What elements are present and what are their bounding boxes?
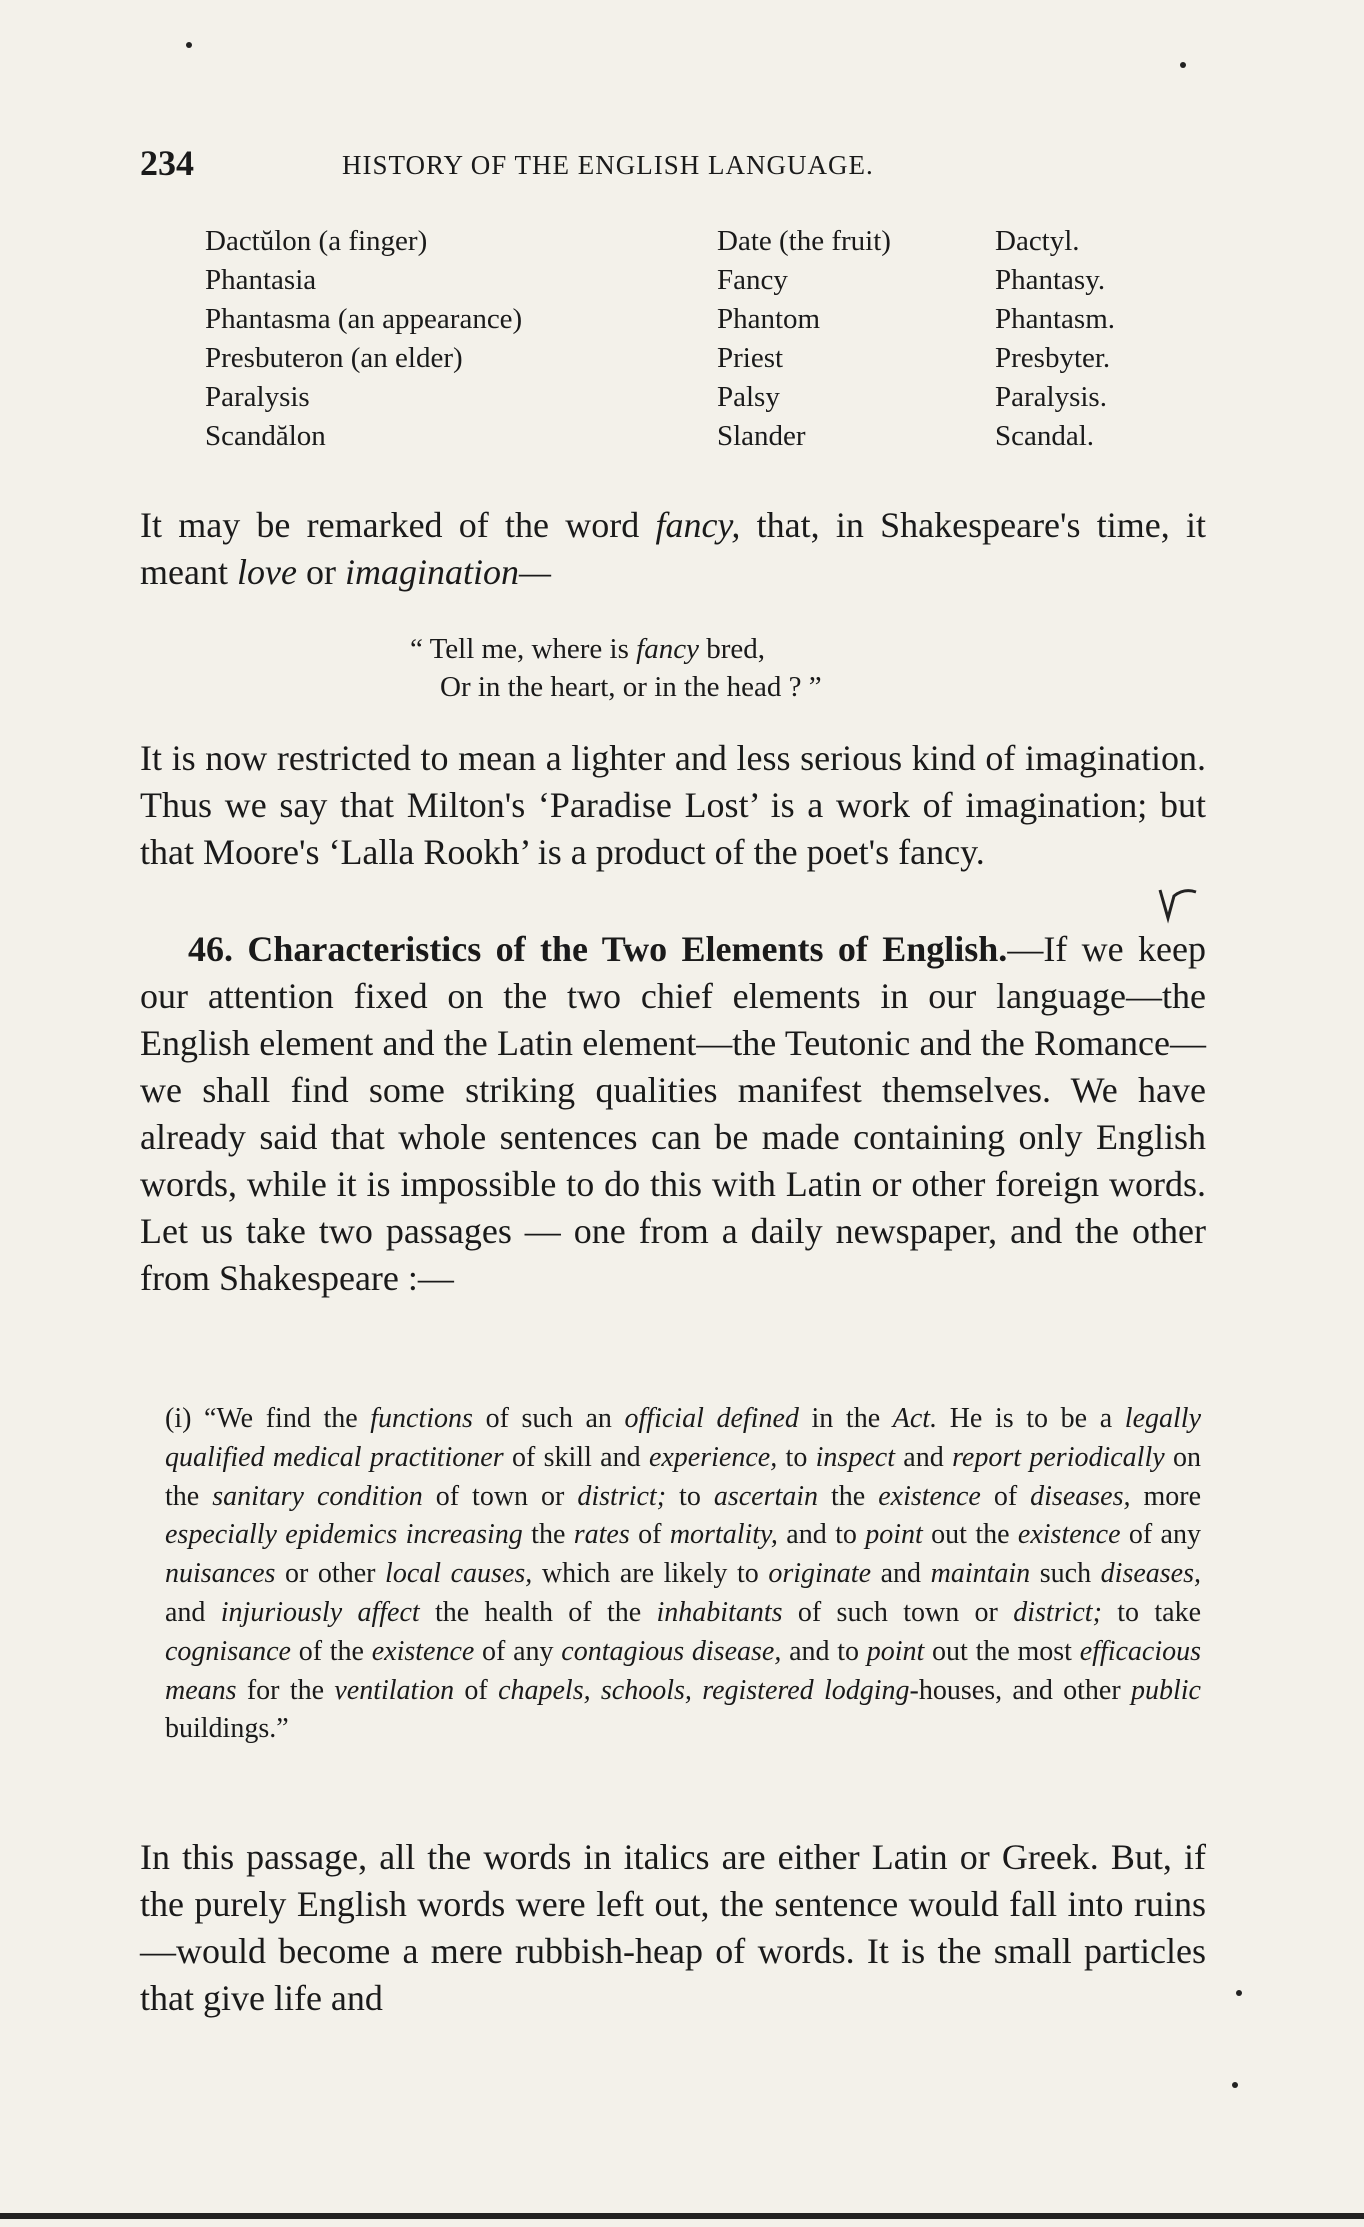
table-cell: Dactŭlon (a finger) bbox=[205, 225, 428, 257]
table-row bbox=[205, 417, 1115, 456]
verse-quote bbox=[410, 630, 822, 706]
quote-text: and to bbox=[781, 1635, 867, 1667]
speck bbox=[1236, 1990, 1242, 1996]
quote-text: of such an bbox=[472, 1403, 625, 1434]
table-cell: Phantasm. bbox=[995, 303, 1116, 335]
verse-line-1: “ Tell me, where is fancy bred, bbox=[410, 633, 765, 665]
italic-word: Act. bbox=[892, 1403, 938, 1434]
italic-word: efficacious means bbox=[165, 1635, 1201, 1706]
etymology-table bbox=[205, 222, 1115, 456]
newspaper-quote bbox=[165, 1400, 1201, 1749]
quote-text: on the bbox=[165, 1441, 1202, 1512]
quote-text: of such town or bbox=[782, 1596, 1014, 1628]
italic-word: inspect bbox=[815, 1441, 895, 1473]
italic-word: functions bbox=[370, 1403, 473, 1434]
quote-text: more bbox=[1130, 1480, 1201, 1512]
speck bbox=[186, 42, 192, 48]
italic-word: experience, bbox=[648, 1441, 778, 1473]
verse-line-2: Or in the heart, or in the head ? ” bbox=[440, 671, 822, 703]
quote-text: the bbox=[818, 1480, 879, 1512]
italic-word: local causes, bbox=[385, 1558, 533, 1590]
quote-text: -houses, and other bbox=[909, 1674, 1131, 1706]
quote-text: out the most bbox=[924, 1635, 1080, 1667]
italic-word: maintain bbox=[930, 1558, 1031, 1590]
quote-text: in the bbox=[798, 1403, 893, 1434]
paragraph-italics: In this passage, all the words in italics are either Latin or Greek. But, if the purely English words were left out, the sentence would fall into ruins—would become a mere rubbish-heap of words. It is the small particles that give life and bbox=[140, 1837, 1206, 2018]
italic-word: sanitary condition bbox=[212, 1480, 423, 1512]
quote-text: the bbox=[522, 1519, 574, 1551]
quote-text: of skill and bbox=[503, 1441, 649, 1473]
table-row bbox=[205, 378, 1115, 417]
quote-text: or other bbox=[275, 1558, 386, 1590]
quote-text: of any bbox=[474, 1635, 562, 1667]
section-text: —If we keep our attention fixed on the two chief elements in our language—the English element and the Latin element—the Teutonic and the Romance—we shall find some striking qualities manifest themselves. We have already said that whole sentences can be made containing only English words, while it is impossible to do this with Latin or other foreign words. Let us take two passages — one from a daily newspaper, and the other from Shakespeare :— bbox=[140, 929, 1206, 1298]
italic-word: point bbox=[866, 1635, 925, 1667]
quote-text: of the bbox=[290, 1635, 372, 1667]
italic-word: district; bbox=[1013, 1596, 1102, 1628]
italic-word: official defined bbox=[624, 1403, 799, 1434]
running-header bbox=[140, 142, 1220, 184]
italic-word: report periodically bbox=[952, 1441, 1165, 1473]
italic-word: chapels, schools, registered lodging bbox=[498, 1674, 910, 1706]
quote-text: (i) “We find the bbox=[165, 1403, 371, 1434]
quote-text: and bbox=[871, 1558, 931, 1590]
paragraph-imagination: It is now restricted to mean a lighter and less serious kind of imagination. Thus we say that Milton's ‘Paradise Lost’ is a work of imagination; but that Moore's ‘Lalla Rookh’ is a product of the poet's fancy. bbox=[140, 738, 1206, 872]
quote-text: He is to be a bbox=[937, 1403, 1125, 1434]
table-row bbox=[205, 300, 1115, 339]
quote-text: of bbox=[980, 1480, 1031, 1512]
running-title: HISTORY OF THE ENGLISH LANGUAGE. bbox=[342, 150, 874, 180]
italic-word: district; bbox=[577, 1480, 667, 1512]
table-cell: Phantasia bbox=[205, 264, 317, 296]
page-number: 234 bbox=[140, 143, 194, 183]
speck bbox=[1180, 62, 1186, 68]
table-row bbox=[205, 261, 1115, 300]
table-cell: Presbuteron (an elder) bbox=[205, 342, 463, 374]
quote-text: to bbox=[666, 1480, 714, 1512]
italic-word: public bbox=[1131, 1674, 1201, 1706]
table-cell: Scandălon bbox=[205, 420, 326, 452]
quote-text: and to bbox=[777, 1519, 866, 1551]
italic-word: cognisance bbox=[165, 1635, 291, 1667]
italic-word: legally qualified medical practitioner bbox=[165, 1403, 1201, 1473]
section-46 bbox=[140, 926, 1206, 1302]
italic-word: especially epidemics increasing bbox=[165, 1519, 523, 1551]
quote-text: the health of the bbox=[419, 1596, 657, 1628]
table-cell: Phantasma (an appearance) bbox=[205, 303, 523, 335]
italic-word: originate bbox=[768, 1558, 872, 1590]
italic-word: ascertain bbox=[713, 1480, 819, 1512]
quote-text: of town or bbox=[422, 1480, 578, 1512]
quote-text: buildings.” bbox=[165, 1713, 289, 1745]
quote-text: of any bbox=[1120, 1519, 1201, 1551]
table-row bbox=[205, 339, 1115, 378]
italic-word: inhabitants bbox=[656, 1596, 783, 1628]
italic-word: injuriously affect bbox=[220, 1596, 420, 1628]
italic-word: mortality, bbox=[669, 1519, 778, 1551]
italic-word: ventilation bbox=[334, 1674, 455, 1706]
quote-text: out the bbox=[922, 1519, 1018, 1551]
table-cell: Palsy bbox=[717, 381, 780, 413]
italic-word: diseases, bbox=[1100, 1558, 1201, 1590]
table-cell: Slander bbox=[717, 420, 806, 452]
italic-word: existence bbox=[878, 1480, 981, 1512]
table-cell: Priest bbox=[717, 342, 784, 374]
quote-text: and bbox=[894, 1441, 953, 1473]
italic-word: contagious disease, bbox=[561, 1635, 782, 1667]
table-cell: Paralysis bbox=[205, 381, 310, 413]
quote-text: of bbox=[454, 1674, 499, 1706]
table-cell: Phantasy. bbox=[995, 264, 1106, 296]
italic-word: existence bbox=[1017, 1519, 1121, 1551]
table-cell: Scandal. bbox=[995, 420, 1095, 452]
speck bbox=[1232, 2082, 1238, 2088]
table-cell: Paralysis. bbox=[995, 381, 1107, 413]
italic-word: rates bbox=[573, 1519, 630, 1551]
table-cell: Presbyter. bbox=[995, 342, 1111, 374]
italic-word: point bbox=[865, 1519, 923, 1551]
section-heading: 46. Characteristics of the Two Elements of English. bbox=[188, 929, 1008, 969]
table-cell: Date (the fruit) bbox=[717, 225, 891, 257]
paragraph-fancy: It may be remarked of the word fancy, that, in Shakespeare's time, it meant love or imagination— bbox=[140, 505, 1206, 592]
quote-text: to take bbox=[1101, 1596, 1202, 1628]
italic-word: nuisances bbox=[165, 1558, 276, 1590]
bottom-edge-line bbox=[0, 2213, 1364, 2219]
table-cell: Dactyl. bbox=[995, 225, 1080, 257]
quote-text: to bbox=[777, 1441, 816, 1473]
table-cell: Phantom bbox=[717, 303, 821, 335]
table-row bbox=[205, 222, 1115, 261]
italic-word: diseases, bbox=[1030, 1480, 1131, 1512]
italic-word: existence bbox=[371, 1635, 475, 1667]
quote-text: for the bbox=[236, 1674, 335, 1706]
quote-text: and bbox=[165, 1596, 221, 1628]
quote-text: of bbox=[629, 1519, 670, 1551]
table-cell: Fancy bbox=[717, 264, 788, 296]
quote-text: which are likely to bbox=[532, 1558, 769, 1590]
quote-text: such bbox=[1030, 1558, 1101, 1590]
